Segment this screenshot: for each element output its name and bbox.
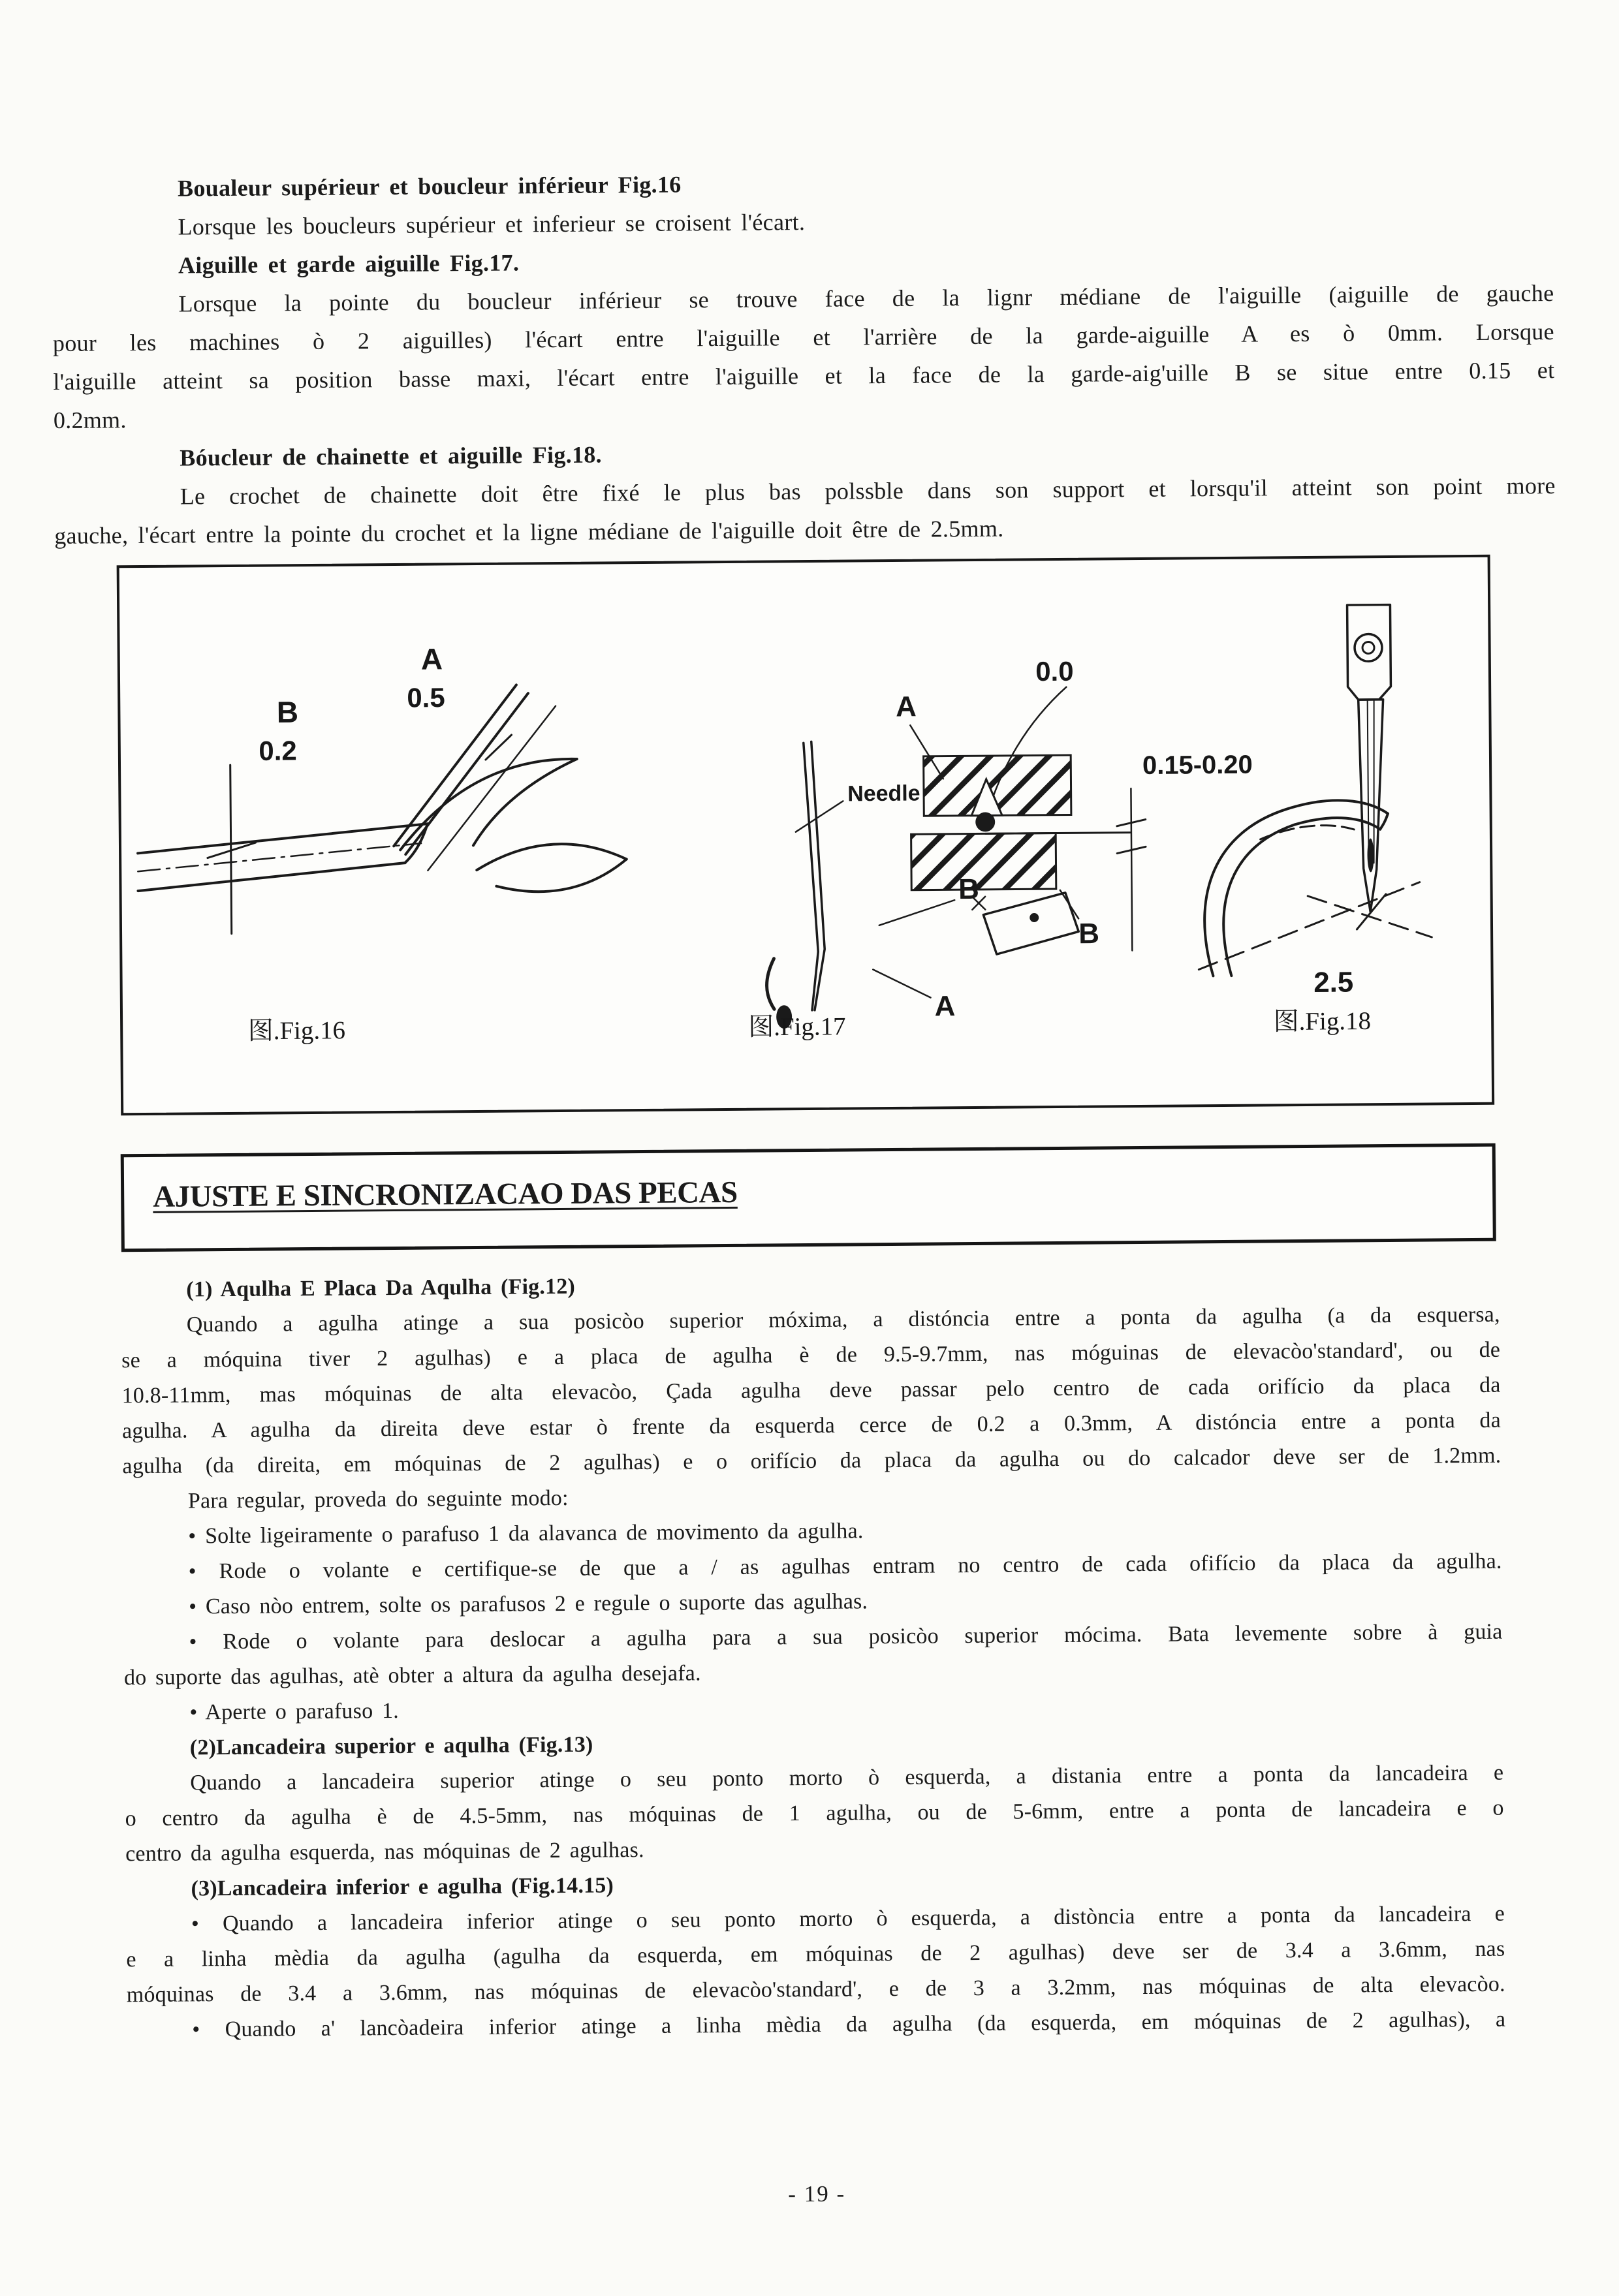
fig18-caption: 图.Fig.18	[1273, 1006, 1372, 1036]
fig18-drawing	[1196, 604, 1432, 1036]
pt-bullet-2: • Rode o volante e certifique-se de que a / as agulhas entram no centro de cada ofifício da placa da agulha.	[188, 1549, 1502, 1584]
pt-s1-line4: agulha. A agulha da direita deve estar ò frente da esquerda cerce de 0.2 a 0.3mm, A distóncia entre a ponta da	[121, 1408, 1501, 1444]
fig18-value: 2.5	[1313, 966, 1354, 999]
pt-s2-line2: o centro da agulha è de 4.5-5mm, nas móquinas de 1 agulha, ou de 5-6mm, entre a ponta de lancadeira e o	[125, 1795, 1504, 1831]
pt-s1-line2: se a móquina tiver 2 agulhas) e a placa de agulha è de 9.5-9.7mm, nas móguinas de elevacòo'standard', ou de	[121, 1337, 1501, 1373]
section-title: AJUSTE E SINCRONIZACAO DAS PECAS	[153, 1175, 738, 1214]
figures-drawing	[119, 557, 1492, 1113]
fig17-caption: 图.Fig.17	[748, 1012, 846, 1042]
portuguese-section	[121, 1262, 1505, 2049]
fig16-caption: 图.Fig.16	[247, 1016, 346, 1046]
french-para17-line2: pour les machines ò 2 aiguilles) l'écart entre l'aiguille et l'arrière de la garde-aiguille A es ò 0mm. Lorsque	[52, 318, 1555, 357]
french-para18-line2: gauche, l'écart entre la pointe du crochet et la ligne médiane de l'aiguille doit être de 2.5mm.	[54, 515, 1004, 550]
pt-bullet-1: • Solte ligeiramente o parafuso 1 da alavanca de movimento da agulha.	[188, 1519, 864, 1549]
fig17-zero-label: 0.0	[1035, 655, 1074, 687]
pt-s2-line1: Quando a lancadeira superior atinge o seu ponto morto ò esquerda, a distania entre a ponta da lancadeira e	[190, 1760, 1504, 1795]
pt-heading-2: (2)Lancadeira superior e aqulha (Fig.13)	[189, 1732, 593, 1760]
french-heading-fig17: Aiguille et garde aiguille Fig.17.	[178, 249, 520, 279]
pt-para-regular: Para regular, proveda do seguinte modo:	[187, 1485, 569, 1513]
pt-s3-line4: • Quando a' lancòadeira inferior atinge a linha mèdia da agulha (da esquerda, em móquinas de 2 agulhas), a	[192, 2007, 1506, 2042]
section-title-banner	[121, 1143, 1496, 1252]
french-para17-line1: Lorsque la pointe du boucleur inférieur se trouve face de la lignr médiane de l'aiguille (aiguille de gauche	[178, 279, 1554, 317]
pt-s3-line3: móquinas de 3.4 a 3.6mm, nas móquinas de elevacòo'standard', e de 3 a 3.2mm, nas móquinas de alta elevacòo.	[126, 1972, 1505, 2008]
pt-s1-line3: 10.8-11mm, mas móquinas de alta elevacòo, Çada agulha deve passar pelo centro de cada orifício da placa da	[121, 1373, 1501, 1408]
french-line-croisent: Lorsque les boucleurs supérieur et inferieur se croisent l'écart.	[178, 209, 806, 240]
fig17-drawing	[746, 655, 1255, 1042]
fig16-value-b: 0.2	[259, 735, 297, 766]
pt-heading-1: (1) Aqulha E Placa Da Aqulha (Fig.12)	[186, 1274, 576, 1302]
pt-bullet-4-cont: do suporte das agulhas, atè obter a altura da agulha desejafa.	[123, 1661, 701, 1690]
pt-s1-line1: Quando a agulha atinge a sua posicòo superior móxima, a distóncia entre a ponta da agulha (a da esquersa,	[186, 1302, 1500, 1337]
pt-s3-line1: • Quando a lancadeira inferior atinge o seu ponto morto ò esquerda, a distòncia entre a ponta da lancadeira e	[191, 1901, 1505, 1936]
french-heading-fig16: Boualeur supérieur et boucleur inférieur Fig.16	[177, 171, 682, 202]
french-para17-line3: l'aiguille atteint sa position basse maxi, l'écart entre l'aiguille et la face de la garde-aig'uille B se situe entre 0.15 et	[53, 356, 1555, 396]
fig16-label-b: B	[276, 695, 299, 729]
fig17-label-a-right: A	[895, 690, 917, 723]
pt-bullet-5: • Aperte o parafuso 1.	[189, 1698, 400, 1725]
pt-heading-3: (3)Lancadeira inferior e agulha (Fig.14.15)	[191, 1873, 614, 1901]
pt-s2-line3: centro da agulha esquerda, nas móquinas de 2 agulhas.	[125, 1838, 644, 1867]
fig16-drawing	[136, 641, 628, 1046]
pt-bullet-4: • Rode o volante para deslocar a agulha para a sua posicòo superior mócima. Bata levemente sobre à guia	[189, 1619, 1503, 1654]
fig17-label-a-left: A	[934, 990, 956, 1023]
french-heading-fig18: Bóucleur de chainette et aiguille Fig.18.	[180, 441, 603, 471]
pt-s1-line5: agulha (da direita, em móquinas de 2 agulhas) e o orifício da placa da agulha ou do calcador deve ser de 1.2mm.	[122, 1443, 1501, 1479]
french-para18-line1: Le crochet de chainette doit être fixé le plus bas polssble dans son support et lorsqu'il atteint son point more	[180, 472, 1556, 510]
fig16-value-a: 0.5	[407, 682, 445, 713]
french-section	[52, 159, 1556, 555]
figure-panel	[117, 555, 1495, 1115]
fig17-needle-label: Needle	[847, 781, 920, 807]
pt-bullet-3: • Caso nòo entrem, solte os parafusos 2 e regule o suporte das agulhas.	[189, 1589, 868, 1619]
french-para17-line4: 0.2mm.	[53, 407, 127, 434]
fig16-label-a: A	[420, 642, 443, 676]
fig17-range-label: 0.15-0.20	[1142, 750, 1253, 780]
page-number: - 19 -	[788, 2180, 846, 2207]
pt-s3-line2: e a linha mèdia da agulha (agulha da esquerda, em móquinas de 2 agulhas) deve ser de 3.4 a 3.6mm, nas	[126, 1936, 1505, 1972]
fig17-label-b-right: B	[1078, 918, 1100, 950]
